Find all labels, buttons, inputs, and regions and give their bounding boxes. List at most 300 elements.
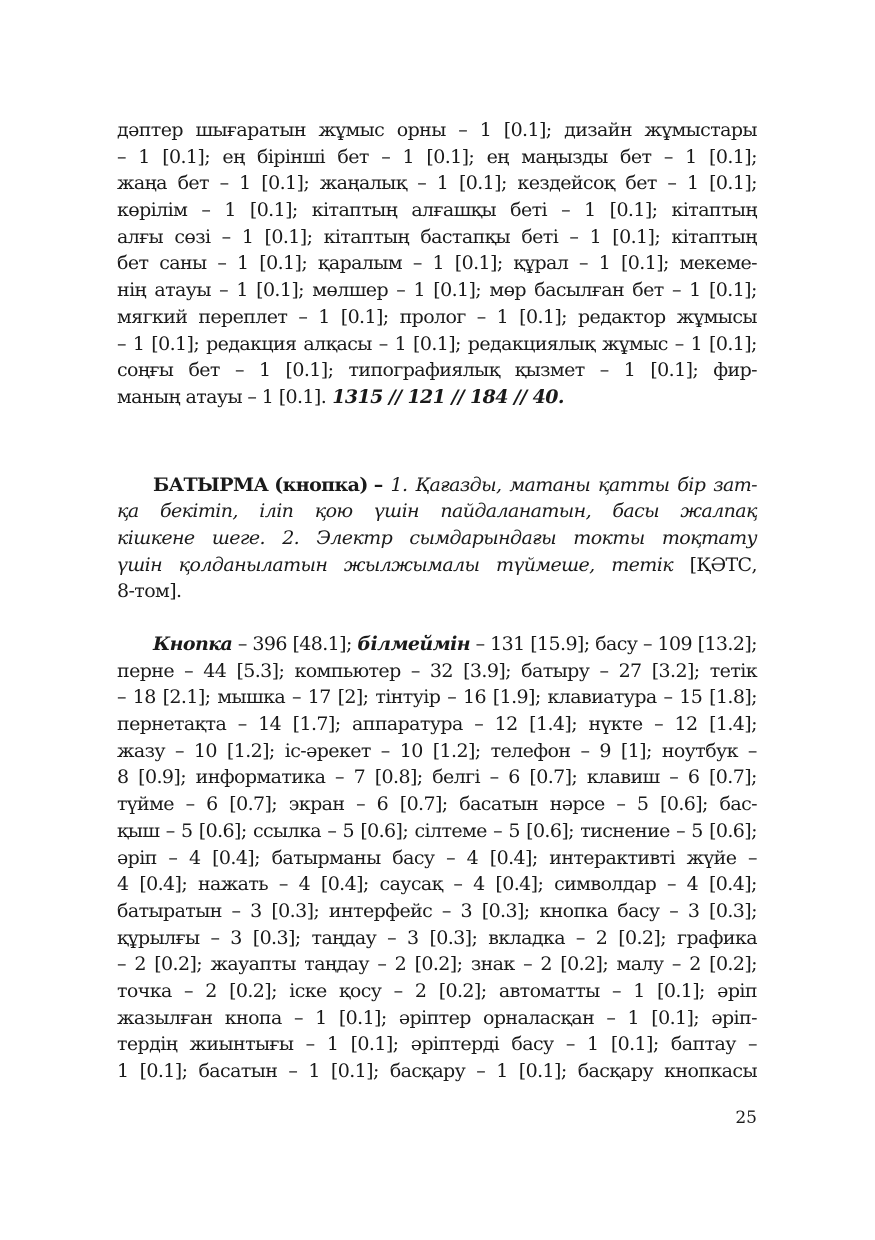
word: информатика [195,766,326,789]
word: [0.1]; [610,1033,659,1056]
word: – [219,279,229,302]
word: 109 [657,633,692,655]
word: – [396,279,406,302]
word: жалпақ [680,500,757,523]
word: [0.3]; [271,899,320,922]
word: аппаратура [352,713,463,736]
word: [0.1]; [249,199,298,222]
word: редактор [577,305,666,328]
word: сымдарындағы [409,526,557,549]
word: [0.2]; [709,953,757,976]
word: – [117,145,126,168]
word: – [221,225,231,248]
word: [0.7]; [399,793,448,816]
word: – [288,1060,298,1082]
word: – [210,926,220,949]
word: – [476,1060,486,1082]
entry-headword: БАТЫРМА (кнопка) – [153,473,383,496]
word: жаңалық [319,172,407,195]
text-line [117,117,757,144]
word: – [184,659,194,682]
word: [0.1]; [709,172,757,195]
word: экран [288,793,345,816]
word: [0.3]; [481,899,530,922]
response-word: білмеймін [357,633,470,655]
word: 2 [540,953,552,976]
word: [1.2]; [226,739,275,762]
word: ең [486,145,509,168]
word: [0.3]; [429,926,478,949]
word: 8 [117,766,129,789]
associations-paragraph [117,631,757,1085]
word: 2 [394,953,407,976]
word: 18 [132,686,156,709]
text-line [117,631,757,658]
word: қыш [117,819,160,842]
word: – [168,846,178,869]
word: көрілім [117,199,188,222]
word: құрал [513,252,569,275]
word: – [184,979,193,1002]
word: саны [159,252,207,275]
word: [3.9]; [463,659,511,682]
word: – [356,793,365,816]
word: пролог [399,305,466,328]
word: – [669,899,679,922]
stats-summary: 1315 // 121 // 184 // 40. [332,385,564,408]
word: қосу [338,979,382,1002]
word: мышка [217,686,286,709]
word: нің [117,279,147,302]
word: қаралым [317,252,403,275]
word: қолданылатын [178,553,328,576]
word: сөзі [174,225,211,248]
word: басатын [198,1060,278,1082]
word: [0.1]; [709,332,757,355]
word: орналасқан [483,1006,595,1029]
word: 2 [689,953,701,976]
word: – [387,926,397,949]
word: – [441,899,451,922]
word: – [393,979,403,1002]
word: қою [314,500,353,523]
word: бір [677,473,706,496]
word: матаны [509,473,591,496]
word: 1 [394,332,407,355]
word: мөлшер [312,279,389,302]
text-line [117,384,757,411]
word: 1 [239,172,251,195]
word: 5 [342,819,355,842]
word: [48.1]; [292,633,352,655]
word: қатты [598,473,670,496]
word: графика [676,926,757,949]
word: 32 [429,659,453,682]
word: [0.1]; [151,332,200,355]
word: бет [188,359,220,382]
word: әріп [717,979,757,1002]
word: 15 [679,686,703,709]
word: 9 [599,739,611,762]
word: басатын [459,793,539,816]
word: – [579,252,588,275]
word: 1 [402,145,414,168]
word: саусақ [379,873,443,896]
word: қа [117,500,139,523]
word: 1 [132,332,145,355]
word: – [606,1006,616,1029]
word: орны [396,119,446,141]
word: [0.7]; [529,766,578,789]
word: кнопкасы [664,1060,757,1082]
text-line [117,951,757,978]
paragraph-continued [117,117,757,411]
word: шығаратын [195,119,306,141]
word: – [458,119,468,141]
text-line [117,224,757,251]
word: 4 [686,873,699,896]
word: нәрсе [549,793,605,816]
word: 4 [298,873,311,896]
word: [0.1]; [285,359,334,382]
source-ref: [ҚӘТС, [689,553,757,576]
word: клавиатура [547,686,657,709]
word: іс-әрекет [284,739,371,762]
text-line [117,250,757,277]
word: – [447,686,457,709]
text-line [117,525,757,552]
word: 5 [691,819,703,842]
word: – [291,686,301,709]
word: [0.7]; [229,793,278,816]
word: 1. [390,473,408,496]
word: – [117,686,126,709]
word: тінтуір [375,686,441,709]
word: 396 [252,633,287,655]
word: 3 [407,926,419,949]
word: 10 [399,739,423,762]
word: [0.1]; [458,172,507,195]
word: үшін [117,553,163,576]
word: 3 [230,926,242,949]
word: [0.7]; [708,766,757,789]
word: басу [392,846,435,869]
word: [1.4]; [529,713,578,736]
word: [0.1]; [256,279,304,302]
word: [0.9]; [138,766,186,789]
word: – [489,766,499,789]
word: 1 [318,305,330,328]
word: – [748,1033,757,1056]
word: Қағазды, [415,473,502,496]
word: [0.1]; [518,1060,567,1082]
word: кітаптың [671,225,757,248]
word: – [237,633,247,655]
word: кездейсоқ [517,172,615,195]
word: ең [222,145,245,168]
word: – [305,1033,315,1056]
word: басқару [577,1060,654,1082]
word: 5 [508,819,520,842]
word: 12 [494,713,518,736]
word: [0.6]; [709,819,757,842]
word: – [201,199,211,222]
word: – [378,332,388,355]
word: – [117,332,126,355]
word: [1]; [620,739,652,762]
word: [0.1]; [650,359,699,382]
word: [0.1]; [330,1060,379,1082]
word: әріп- [711,1006,757,1029]
word: 6 [687,766,700,789]
word: [0.1]; [338,1006,387,1029]
text-line [117,472,757,499]
word: бастапқы [420,225,511,248]
word: шеге. [211,526,265,549]
word: – [474,713,484,736]
word: жұмысы [676,305,757,328]
word: перне [117,659,174,682]
word: пайдаланатын, [440,500,592,523]
word: нажать [197,873,269,896]
word: жүйе [686,846,737,869]
word: [0.4]; [708,873,757,896]
word: 1 [326,1033,339,1056]
text-line [117,277,757,304]
word: ноутбук [661,739,738,762]
word: – [165,819,175,842]
word: жаңа [117,172,167,195]
word: 17 [307,686,331,709]
text-line [117,552,757,579]
word: 1 [138,145,150,168]
word: басы [612,500,660,523]
word: [0.2]; [438,979,487,1002]
word: малу [616,953,664,976]
word: жылжымалы [343,553,480,576]
word: – [611,979,621,1002]
word: – [663,145,673,168]
word: [0.6]; [660,793,708,816]
text-line [117,1058,757,1085]
word: – [575,926,585,949]
word: ссылка [252,819,322,842]
word: жазылған [117,1006,213,1029]
word: [0.3]; [252,926,301,949]
word: автоматты [498,979,600,1002]
word: бет [632,279,664,302]
word: токты [573,526,645,549]
word: интерактивті [549,846,675,869]
word: құрылғы [117,926,200,949]
word: 1 [685,145,697,168]
word: – [453,873,463,896]
word: 1 [689,279,701,302]
word: 1 [224,199,236,222]
word: 16 [462,686,486,709]
word: [0.4]; [320,873,369,896]
word: – [599,659,609,682]
word: бет [177,172,209,195]
word: знак [470,953,515,976]
word: Электр [316,526,393,549]
word: басқару [389,1060,466,1082]
word: соңғы [117,359,174,382]
word: 27 [618,659,642,682]
word: – [185,793,195,816]
word: тердің [117,1033,178,1056]
word: нүкте [588,713,643,736]
word: – [493,819,503,842]
word: кішкене [117,526,195,549]
text-line [117,684,757,711]
word: алғы [117,225,164,248]
word: үшін [373,500,419,523]
word: 6 [508,766,520,789]
text-line [117,331,757,358]
text-line [117,144,757,171]
word: әріптер [398,1006,471,1029]
word: символдар [554,873,657,896]
word: атауы [154,279,211,302]
word: қызмет [514,359,585,382]
word: 1 [627,1006,640,1029]
word: әріп [117,846,157,869]
word: жұмыс [602,332,668,355]
word: – [747,739,757,762]
text-line [117,764,757,791]
word: кнопка [539,899,608,922]
word: – [561,199,570,222]
word: баптау [670,1033,736,1056]
word: кнопа [224,1006,282,1029]
word: [0.1]; [657,979,705,1002]
word: [0.1]; [139,1060,188,1082]
word: [0.6]; [360,819,409,842]
word: жұмыстары [644,119,757,141]
word: 1 [686,172,699,195]
word: бекітіп, [160,500,238,523]
word: 6 [376,793,389,816]
word: 2 [414,979,427,1002]
text-line [117,658,757,685]
word: 1 [117,1060,129,1082]
word: мягкий [117,305,188,328]
word: 1 [633,979,645,1002]
word: тетік [709,659,757,682]
stimulus-word: Кнопка [153,633,233,655]
word: беті [521,225,559,248]
text-line [117,1031,757,1058]
text-line [117,1005,757,1032]
page-number: 25 [735,1108,757,1128]
word: – [663,686,673,709]
text-line [117,898,757,925]
word: – [278,873,288,896]
word: [1.2]; [432,739,481,762]
word: 1 [598,252,611,275]
text-line [117,818,757,845]
word: батыру [521,659,590,682]
word: – [298,305,308,328]
word: 5 [181,819,193,842]
text-line [117,978,757,1005]
word: – [666,873,676,896]
word: – [643,633,652,655]
word: тоқтату [661,526,757,549]
word: – [580,739,590,762]
word: телефон [490,739,571,762]
text-line [117,304,757,331]
text-line [117,711,757,738]
word: точка [117,979,172,1002]
word: [0.4]; [139,873,188,896]
word: 12 [674,713,698,736]
word: – [293,1006,303,1029]
word: іліп [259,500,294,523]
word: клавиш [586,766,660,789]
word: 4 [188,846,201,869]
word: 1 [479,119,492,141]
word: [0.6]; [526,819,574,842]
word: [1.7]; [292,713,341,736]
word: басу [595,633,638,655]
word: алғашқы [411,199,497,222]
word: [0.1]; [350,1033,399,1056]
word: [0.2]; [618,926,667,949]
word: бет [625,172,657,195]
word: 1 [237,252,249,275]
word: фир- [713,359,757,382]
word: 3 [250,899,262,922]
word: – [654,713,664,736]
word: – [616,793,626,816]
word: 5 [636,793,649,816]
word: 1 [241,225,254,248]
word: [0.1]; [708,279,757,302]
word: 1 [436,172,449,195]
word: [0.3]; [709,899,757,922]
word: – [237,713,247,736]
text-fragment: маның атауы – 1 [0.1]. [117,385,327,408]
word: типографиялық [348,359,500,382]
word: [0.1]; [709,145,757,168]
word: 131 [490,633,525,655]
text-line [117,170,757,197]
word: [0.1]; [433,279,482,302]
word: 1 [236,279,248,302]
word: 2. [282,526,300,549]
text-line [117,871,757,898]
text-line [117,791,757,818]
word: [0.2]; [154,953,203,976]
dictionary-entry [117,472,757,605]
word: жұмыс [318,119,385,141]
word: мекеме- [679,252,757,275]
word: – [446,846,455,869]
text-line [117,498,757,525]
text-line [117,845,757,872]
word: [0.1]; [413,332,461,355]
word: 1 [308,1060,320,1082]
word: – [669,766,679,789]
word: алқасы [303,332,372,355]
word: пернетақта [117,713,227,736]
text-line [117,738,757,765]
word: [0.1]; [620,252,669,275]
word: – [335,766,344,789]
word: – [327,819,337,842]
